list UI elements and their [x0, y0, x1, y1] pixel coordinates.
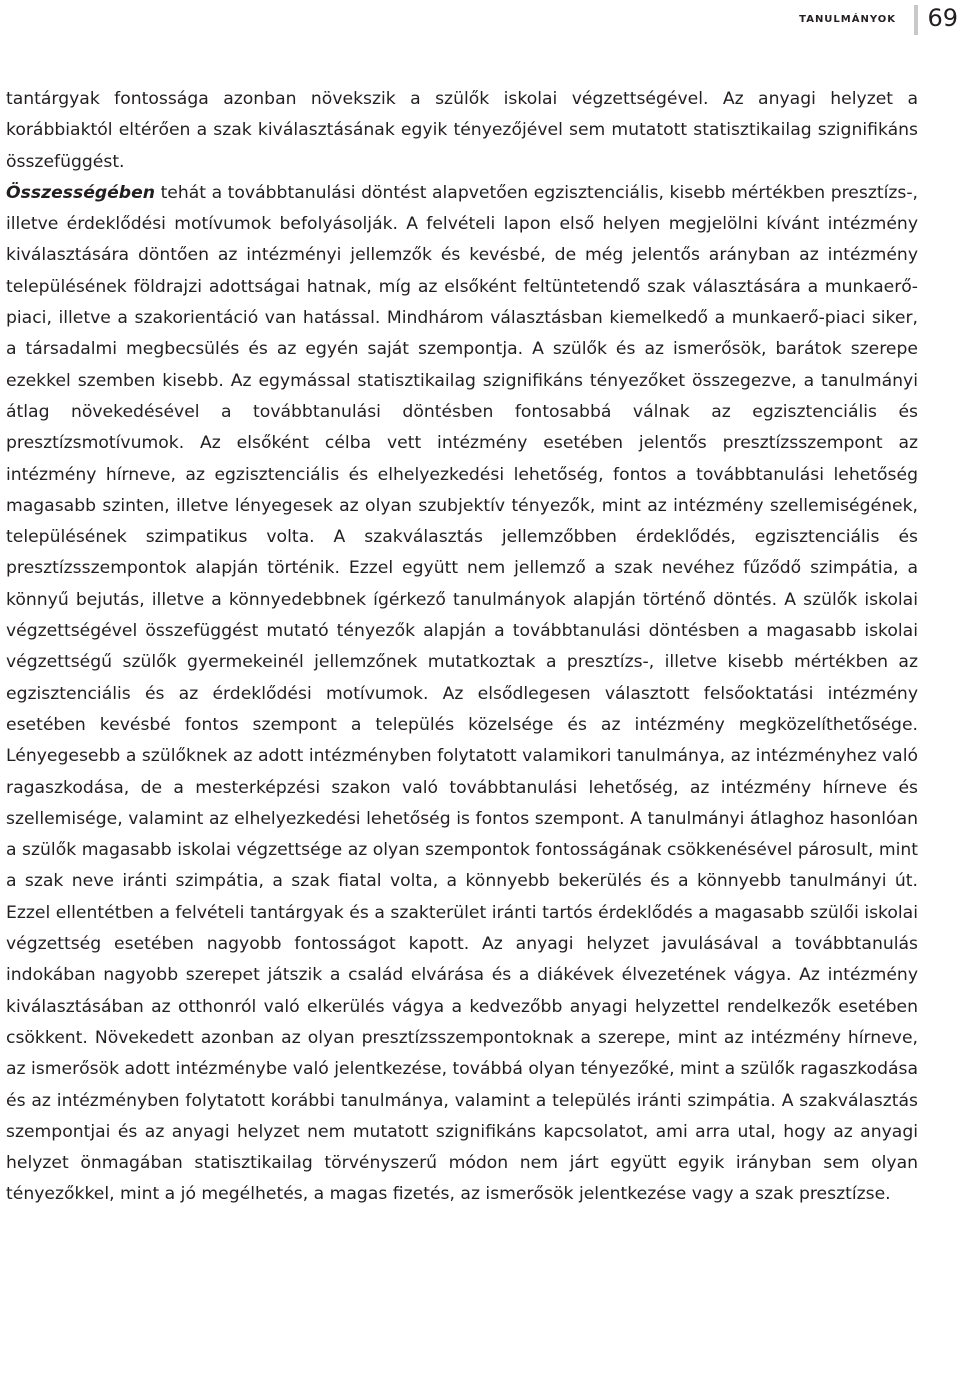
running-header	[0, 0, 960, 40]
emphasized-word: Összességében	[6, 182, 156, 203]
body-paragraph	[6, 84, 918, 1211]
page-number: 69	[927, 4, 958, 32]
paragraph-text-1: tantárgyak fontossága azonban növekszik a szülők iskolai végzettségével. Az anyagi helyzet a korábbiaktól eltérően a szak kiválasztásának egyik tényezőjével sem mutatott statisztikailag szignifikáns összefüggést.	[6, 89, 918, 172]
paragraph-text-2: tehát a továbbtanulási döntést alapvetően egzisztenciális, kisebb mértékben presztízs-, illetve érdeklődési motívumok befolyásolják. A felvételi lapon első helyen megjelölni kívánt intézmény kiválasztására döntően az intézményi jellemzők és kevésbé, de még jelentős arányban az intézmény településének földrajzi adottságai hatnak, míg az elsőként feltüntetendő szak választására a munkaerő-piaci, illetve a szakorientáció van hatással. Mindhárom választásban kiemelkedő a munkaerő-piaci siker, a társadalmi megbecsülés és az egyén saját szempontja. A szülők és az ismerősök, barátok szerepe ezekkel szemben kisebb. Az egymással statisztikailag szignifikáns tényezőket összegezve, a tanulmányi átlag növekedésével a továbbtanulási döntésben fontosabbá válnak az egzisztenciális és presztízsmotívumok. Az elsőként célba vett intézmény esetében jelentős presztízsszempont az intézmény hírneve, az egzisztenciális és elhelyezkedési lehetőség, fontos a továbbtanulási lehetőség magasabb szinten, illetve lényegesek az olyan szubjektív tényezők, mint az intézmény szellemiségének, településének szimpatikus volta. A szakválasztás jellemzőbben érdeklődés, egzisztenciális és presztízsszempontok alapján történik. Ezzel együtt nem jellemző a szak nevéhez fűződő szimpátia, a könnyű bejutás, illetve a könnyedebbnek ígérkező tanulmányok alapján történő döntés. A szülők iskolai végzettségével összefüggést mutató tényezők alapján a továbbtanulási döntésben a magasabb iskolai végzettségű szülők gyermekeinél jellemzőnek mutatkoztak a presztízs-, illetve kisebb mértékben az egzisztenciális és az érdeklődési motívumok. Az elsődlegesen választott felsőoktatási intézmény esetében kevésbé fontos szempont a település közelsége és az intézmény megközelíthetősége. Lényegesebb a szülőknek az adott intézményben folytatott valamikori tanulmánya, az intézményhez való ragaszkodása, de a mesterképzési szakon való továbbtanulási lehetőség, az intézmény hírneve és szellemisége, valamint az elhelyezkedési lehetőség is fontos szempont. A tanulmányi átlaghoz hasonlóan a szülők magasabb iskolai végzettsége az olyan szempontok fontosságának csökkenésével párosult, mint a szak neve iránti szimpátia, a szak fiatal volta, a könnyebb bekerülés és a könnyebb tanulmányi út. Ezzel ellentétben a felvételi tantárgyak és a szakterület iránti tartós érdeklődés a magasabb szülői iskolai végzettség esetében nagyobb fontosságot kapott. Az anyagi helyzet javulásával a továbbtanulás indokában nagyobb szerepet játszik a család elvárása és a diákévek élvezetének vágya. Az intézmény kiválasztásában az otthonról való elkerülés vágya a kedvezőbb anyagi helyzettel rendelkezők esetében csökkent. Növekedett azonban az olyan presztízsszempontoknak a szerepe, mint az intézmény hírneve, az ismerősök adott intézménybe való jelentkezése, továbbá olyan tényezőké, mint a szülők ragaszkodása és az intézményben folytatott korábbi tanulmánya, valamint a település iránti szimpátia. A szakválasztás szempontjai és az anyagi helyzet nem mutatott szignifikáns kapcsolatot, ami arra utal, hogy az anyagi helyzet önmagában statisztikailag törvényszerű módon nem járt együtt egyik irányban sem olyan tényezőkkel, mint a jó megélhetés, a magas fizetés, az ismerősök jelentkezése vagy a szak presztízse.	[6, 182, 918, 1205]
section-label: tanulmányok	[799, 10, 896, 26]
header-divider	[914, 5, 918, 35]
